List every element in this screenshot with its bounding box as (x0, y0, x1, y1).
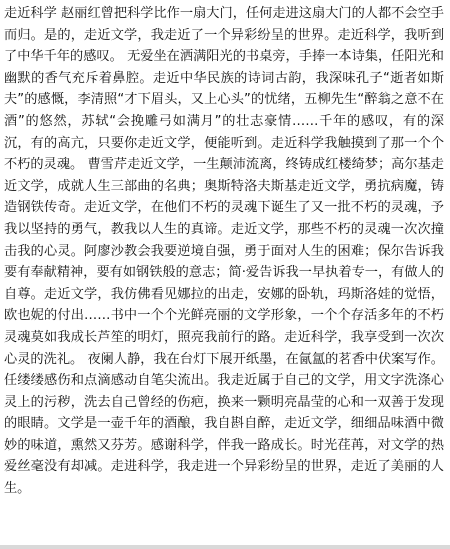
essay-section-writing: 走近科学，我享受到一次次心灵的洗礼。 夜阑人静，我在台灯下展开纸墨，在氤氲的茗香中伏案写作。任缕缕感伤和点滴感动自笔尖流出。我走近属于自己的文学，用文字洗涤心灵上的污秽，洗去自己曾经的伤疤，换来一颗明亮晶莹的心和一双善于发现的眼睛。文学是一壶千年的酒酿，我自斟自醉，走近文学，细细品味酒中微妙的味道，熏然又芬芳。 (4, 329, 445, 453)
essay-text (4, 3, 444, 500)
page-bottom-edge (0, 545, 450, 549)
essay-conclusion: 感谢科学，伴我一路成长。时光荏苒，对文学的热爱丝毫没有却减。走进科学，我走进一个异彩纷呈的世界，走近了美丽的人生。 (4, 437, 444, 497)
essay-section-souls: 走近科学我触摸到了那一个个不朽的灵魂。 曹雪芹走近文学，一生颠沛流离，终铸成红楼绮梦；高尔基走近文学，成就人生三部曲的名典；奥斯特洛夫斯基走近文学，勇抗病魔，铸造钢铁传奇。走近文学，在他们不朽的灵魂下诞生了又一批不朽的灵魂，予我以坚持的勇气，教我以人生的真谛。走近文学，那些不朽的灵魂一次次撞击我的心灵。阿廖沙教会我要逆境自强，勇于面对人生的困难；保尔告诉我要有奉献精神，要有如钢铁般的意志；简·爱告诉我一早执着专一，有做人的自尊。走近文学，我仿佛看见娜拉的出走，安娜的卧轨，玛斯洛娃的觉悟，欧也妮的付出……书中一个个光鲜亮丽的文学形象，一个个存活多年的不朽灵魂莫如我成长芦笙的明灯，照亮我前行的路。 (4, 135, 445, 345)
essay-intro: 走近科学 赵丽红曾把科学比作一扇大门，任何走进这扇大门的人都不会空手而归。是的，走近文学，我走近了一个异彩纷呈的世界。 (4, 6, 444, 43)
essay-section-poetry: 走近科学，我听到了中华千年的感叹。 无爱坐在洒满阳光的书桌旁，手捧一本诗集，任阳光和幽默的香气充斥着鼻腔。走近中华民族的诗词古韵，我深味孔子“逝者如斯夫”的感慨，李清照“才下眉头，又上心头”的忧绪，五柳先生“醉翁之意不在酒”的悠然，苏轼“会挽雕弓如满月”的壮志豪情……千年的感叹，有的深沉，有的高亢，只要你走近文学，便能听到。 (4, 27, 445, 151)
